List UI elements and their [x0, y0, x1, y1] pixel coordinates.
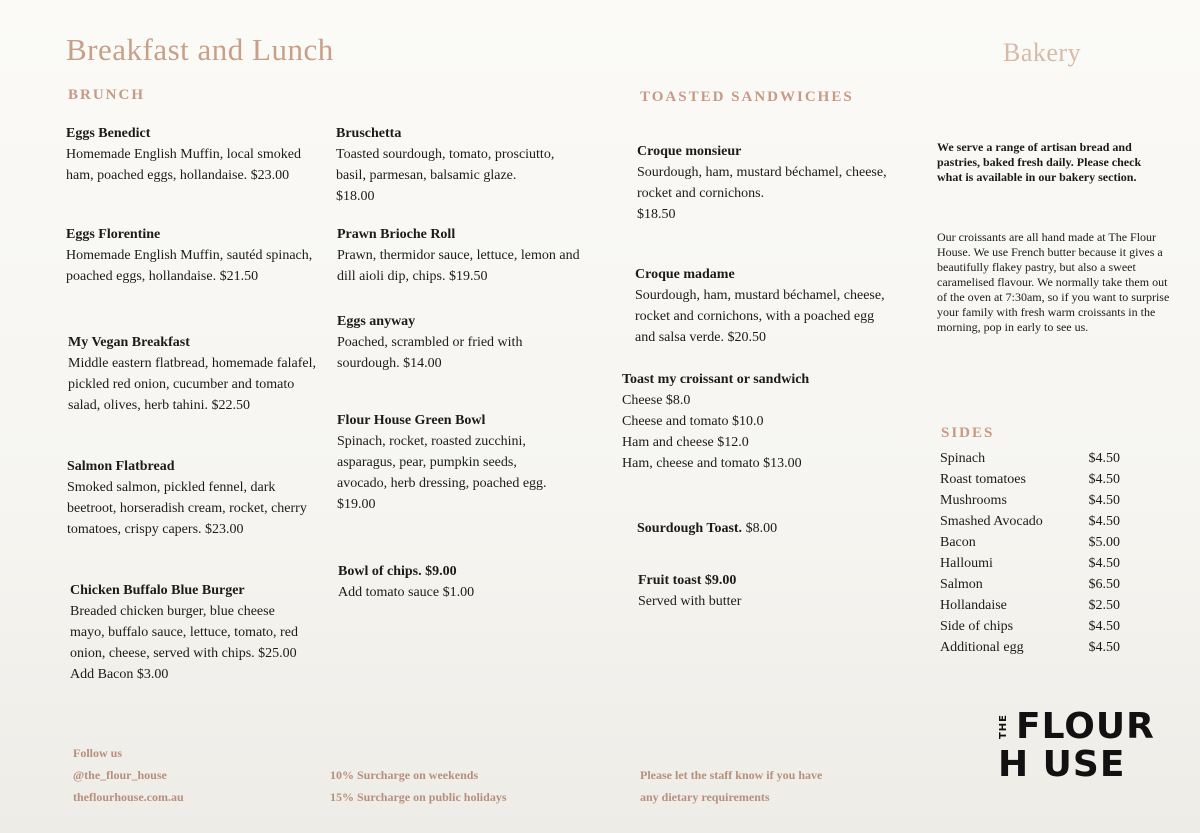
side-name: Spinach: [940, 451, 986, 466]
item-description: Sourdough, ham, mustard béchamel, cheese, rocket and cornichons, with a poached egg and salsa verde. $20.50: [635, 288, 885, 345]
side-price: $4.50: [1088, 556, 1120, 571]
menu-item-eggs-anyway: [337, 312, 557, 374]
side-row: [940, 532, 1120, 553]
item-description: Poached, scrambled or fried with sourdough. $14.00: [337, 335, 523, 371]
item-price: $18.50: [637, 207, 676, 222]
item-name: Bruschetta: [336, 126, 402, 141]
item-description: Homemade English Muffin, local smoked ham, poached eggs, hollandaise. $23.00: [66, 147, 301, 183]
menu-item-eggs-benedict: [66, 124, 316, 186]
side-name: Roast tomatoes: [940, 472, 1026, 487]
logo-line2: H USE: [998, 744, 1126, 785]
item-name: Fruit toast $9.00: [638, 573, 737, 588]
side-name: Side of chips: [940, 619, 1014, 634]
menu-item-vegan-breakfast: [68, 333, 316, 416]
side-name: Hollandaise: [940, 598, 1007, 613]
item-name: Prawn Brioche Roll: [337, 227, 456, 242]
toasted-sandwiches-heading: TOASTED SANDWICHES: [640, 89, 854, 105]
side-price: $2.50: [1088, 598, 1120, 613]
side-name: Mushrooms: [940, 493, 1007, 508]
item-description: Served with butter: [638, 594, 742, 609]
side-price: $4.50: [1088, 451, 1120, 466]
option-line: Cheese and tomato $10.0: [622, 414, 764, 429]
instagram-handle[interactable]: @the_flour_house: [73, 768, 167, 782]
item-description: Spinach, rocket, roasted zucchini, asparagus, pear, pumpkin seeds, avocado, herb dressing, poached egg. $19.00: [337, 434, 547, 512]
menu-item-fruit-toast: [638, 571, 858, 612]
option-line: Ham, cheese and tomato $13.00: [622, 456, 802, 471]
side-name: Halloumi: [940, 556, 993, 571]
footer-surcharges: [330, 764, 506, 808]
logo-line1: FLOUR: [1016, 706, 1155, 747]
menu-item-green-bowl: [337, 411, 567, 515]
side-price: $4.50: [1088, 514, 1120, 529]
option-line: Ham and cheese $12.0: [622, 435, 749, 450]
surcharge-holidays: 15% Surcharge on public holidays: [330, 790, 507, 804]
menu-item-sourdough-toast: [637, 517, 877, 539]
side-price: $5.00: [1088, 535, 1120, 550]
item-description: Prawn, thermidor sauce, lettuce, lemon and dill aioli dip, chips. $19.50: [337, 248, 580, 284]
side-name: Additional egg: [940, 640, 1024, 655]
side-name: Bacon: [940, 535, 976, 550]
menu-item-bruschetta: [336, 124, 556, 207]
footer-social: [73, 742, 184, 808]
side-name: Salmon: [940, 577, 983, 592]
side-row: [940, 637, 1120, 658]
menu-item-toast-croissant: [622, 370, 882, 474]
flour-house-logo: [998, 706, 1163, 786]
side-row: [940, 448, 1120, 469]
menu-item-eggs-florentine: [66, 225, 316, 287]
item-name: Chicken Buffalo Blue Burger: [70, 583, 245, 598]
menu-item-croque-monsieur: [637, 142, 892, 225]
item-description: Sourdough, ham, mustard béchamel, cheese, rocket and cornichons.: [637, 165, 887, 201]
dietary-note-line2: any dietary requirements: [640, 790, 770, 804]
surcharge-weekends: 10% Surcharge on weekends: [330, 768, 479, 782]
item-description: Middle eastern flatbread, homemade falafel, pickled red onion, cucumber and tomato salad, olives, herb tahini. $22.50: [68, 356, 316, 413]
side-price: $4.50: [1088, 472, 1120, 487]
item-name: Toast my croissant or sandwich: [622, 372, 810, 387]
item-name: My Vegan Breakfast: [68, 335, 190, 350]
side-row: [940, 616, 1120, 637]
page-title: Breakfast and Lunch: [66, 32, 334, 67]
croissant-description: Our croissants are all hand made at The Flour House. We use French butter because it gives a beautifully flakey pastry, but also a sweet caramelised flavour. We normally take them out of the oven at 7:30am, so if you want to surprise your family with fresh warm croissants in the morning, pop in early to see us.: [937, 230, 1170, 334]
item-price: $8.00: [742, 521, 778, 536]
side-row: [940, 595, 1120, 616]
side-row: [940, 511, 1120, 532]
side-price: $4.50: [1088, 619, 1120, 634]
item-name: Eggs Florentine: [66, 227, 161, 242]
bakery-intro: We serve a range of artisan bread and pastries, baked fresh daily. Please check what is available in our bakery section.: [937, 140, 1142, 184]
item-description: Smoked salmon, pickled fennel, dark beetroot, horseradish cream, rocket, cherry tomatoes, crispy capers. $23.00: [67, 480, 307, 537]
side-row: [940, 469, 1120, 490]
sides-list: [940, 448, 1120, 658]
brunch-heading: BRUNCH: [68, 87, 146, 103]
item-name: Croque madame: [635, 267, 735, 282]
item-name: Salmon Flatbread: [67, 459, 175, 474]
logo-the: THE: [998, 714, 1009, 740]
footer-dietary: [640, 764, 822, 808]
side-price: $4.50: [1088, 493, 1120, 508]
menu-item-chicken-buffalo-burger: [70, 581, 310, 685]
item-name: Croque monsieur: [637, 144, 742, 159]
side-row: [940, 490, 1120, 511]
menu-item-bowl-of-chips: [338, 562, 558, 603]
side-row: [940, 574, 1120, 595]
item-name: Bowl of chips. $9.00: [338, 564, 457, 579]
side-name: Smashed Avocado: [940, 514, 1043, 529]
menu-item-salmon-flatbread: [67, 457, 307, 540]
menu-item-prawn-brioche-roll: [337, 225, 587, 287]
bakery-title: Bakery: [1003, 38, 1082, 67]
item-extra: Add Bacon $3.00: [70, 667, 169, 682]
follow-label: Follow us: [73, 746, 123, 760]
option-line: Cheese $8.0: [622, 393, 691, 408]
website-link[interactable]: theflourhouse.com.au: [73, 790, 184, 804]
item-description: Homemade English Muffin, sautéd spinach, poached eggs, hollandaise. $21.50: [66, 248, 313, 284]
sides-heading: SIDES: [941, 425, 995, 441]
item-name: Sourdough Toast.: [637, 521, 743, 536]
menu-item-croque-madame: [635, 265, 895, 348]
side-price: $4.50: [1088, 640, 1120, 655]
item-name: Flour House Green Bowl: [337, 413, 486, 428]
item-description: Add tomato sauce $1.00: [338, 585, 475, 600]
item-name: Eggs Benedict: [66, 126, 151, 141]
dietary-note-line1: Please let the staff know if you have: [640, 768, 823, 782]
item-description: Breaded chicken burger, blue cheese mayo, buffalo sauce, lettuce, tomato, red onion, cheese, served with chips. $25.00: [70, 604, 298, 661]
side-price: $6.50: [1088, 577, 1120, 592]
item-name: Eggs anyway: [337, 314, 416, 329]
item-description: Toasted sourdough, tomato, prosciutto, basil, parmesan, balsamic glaze. $18.00: [336, 147, 555, 204]
side-row: [940, 553, 1120, 574]
